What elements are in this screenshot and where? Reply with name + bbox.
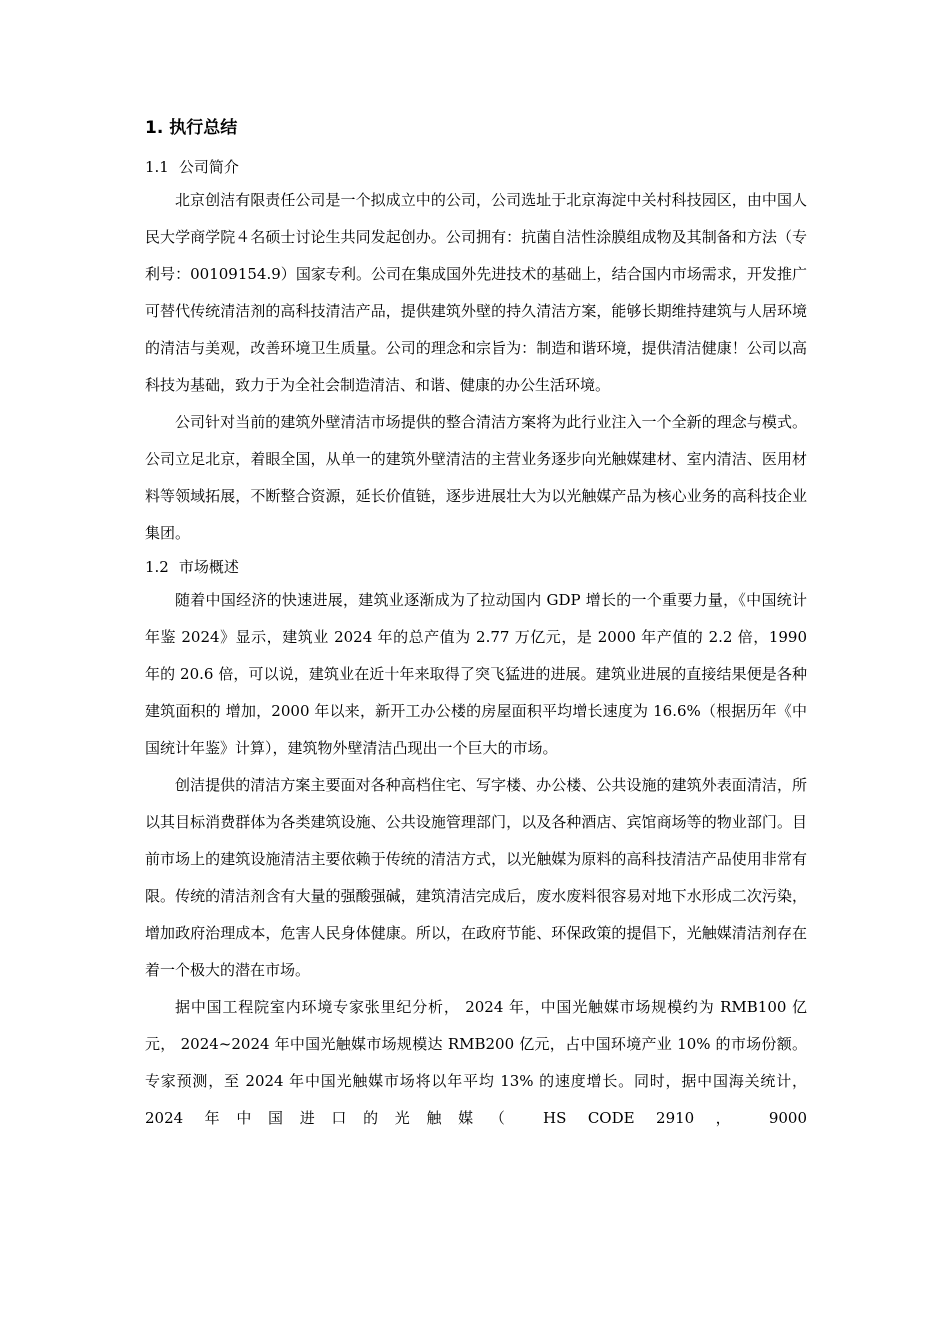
paragraph: 创洁提供的清洁方案主要面对各种高档住宅、写字楼、办公楼、公共设施的建筑外表面清洁，所以其目标消费群体为各类建筑设施、公共设施管理部门，以及各种酒店、宾馆商场等的物业部门。目前市场上的建筑设施清洁主要依赖于传统的清洁方式，以光触媒为原料的高科技清洁产品使用非常有限。传统的清洁剂含有大量的强酸强碱，建筑清洁完成后，废水废料很容易对地下水形成二次污染，增加政府治理成本，危害人民身体健康。所以，在政府节能、环保政策的提倡下，光触媒清洁剂存在着一个极大的潜在市场。 — [145, 776, 807, 979]
paragraph: 北京创洁有限责任公司是一个拟成立中的公司，公司选址于北京海淀中关村科技园区，由中国人民大学商学院４名硕士讨论生共同发起创办。公司拥有：抗菌自洁性涂膜组成物及其制备和方法（专利号：00109154.9）国家专利。公司在集成国外先进技术的基础上，结合国内市场需求，开发推广可替代传统清洁剂的高科技清洁产品，提供建筑外壁的持久清洁方案，能够长期维持建筑与人居环境的清洁与美观，改善环境卫生质量。公司的理念和宗旨为：制造和谐环境，提供清洁健康！公司以高科技为基础，致力于为全社会制造清洁、和谐、健康的办公生活环境。 — [145, 191, 807, 394]
subsection-title: 市场概述 — [178, 558, 239, 576]
subsection-heading-company-intro — [145, 152, 807, 182]
subsection-number: 1.1 — [145, 158, 169, 176]
subsection-title: 公司简介 — [178, 158, 239, 176]
paragraph: 据中国工程院室内环境专家张里纪分析， 2024 年，中国光触媒市场规模约为 RMB100 亿元， 2024~2024 年中国光触媒市场规模达 RMB200 亿元，占中国环境产业 10% 的市场份额。专家预测，至 2024 年中国光触媒市场将以年平均 13% 的速度增长。同时，据中国海关统计， 2024 年中国进口的光触媒（ HS CODE 2910 ， 9000 — [145, 998, 807, 1127]
paragraph: 公司针对当前的建筑外壁清洁市场提供的整合清洁方案将为此行业注入一个全新的理念与模式。公司立足北京，着眼全国，从单一的建筑外壁清洁的主营业务逐步向光触媒建材、室内清洁、医用材料等领域拓展，不断整合资源，延长价值链，逐步进展壮大为以光触媒产品为核心业务的高科技企业集团。 — [145, 413, 807, 542]
subsection-heading-market-overview — [145, 552, 807, 582]
section-title: 1. 执行总结 — [145, 118, 238, 138]
subsection-number: 1.2 — [145, 558, 169, 576]
paragraph: 随着中国经济的快速进展，建筑业逐渐成为了拉动国内 GDP 增长的一个重要力量，《中国统计年鉴 2024》显示，建筑业 2024 年的总产值为 2.77 万亿元，是 2000 年产值的 2.2 倍，1990 年的 20.6 倍，可以说，建筑业在近十年来取得了突飞猛进的进展。建筑业进展的直接结果便是各种建筑面积的 增加，2000 年以来，新开工办公楼的房屋面积平均增长速度为 16.6%（根据历年《中国统计年鉴》计算），建筑物外壁清洁凸现出一个巨大的市场。 — [145, 591, 807, 757]
document-body — [145, 114, 807, 1137]
